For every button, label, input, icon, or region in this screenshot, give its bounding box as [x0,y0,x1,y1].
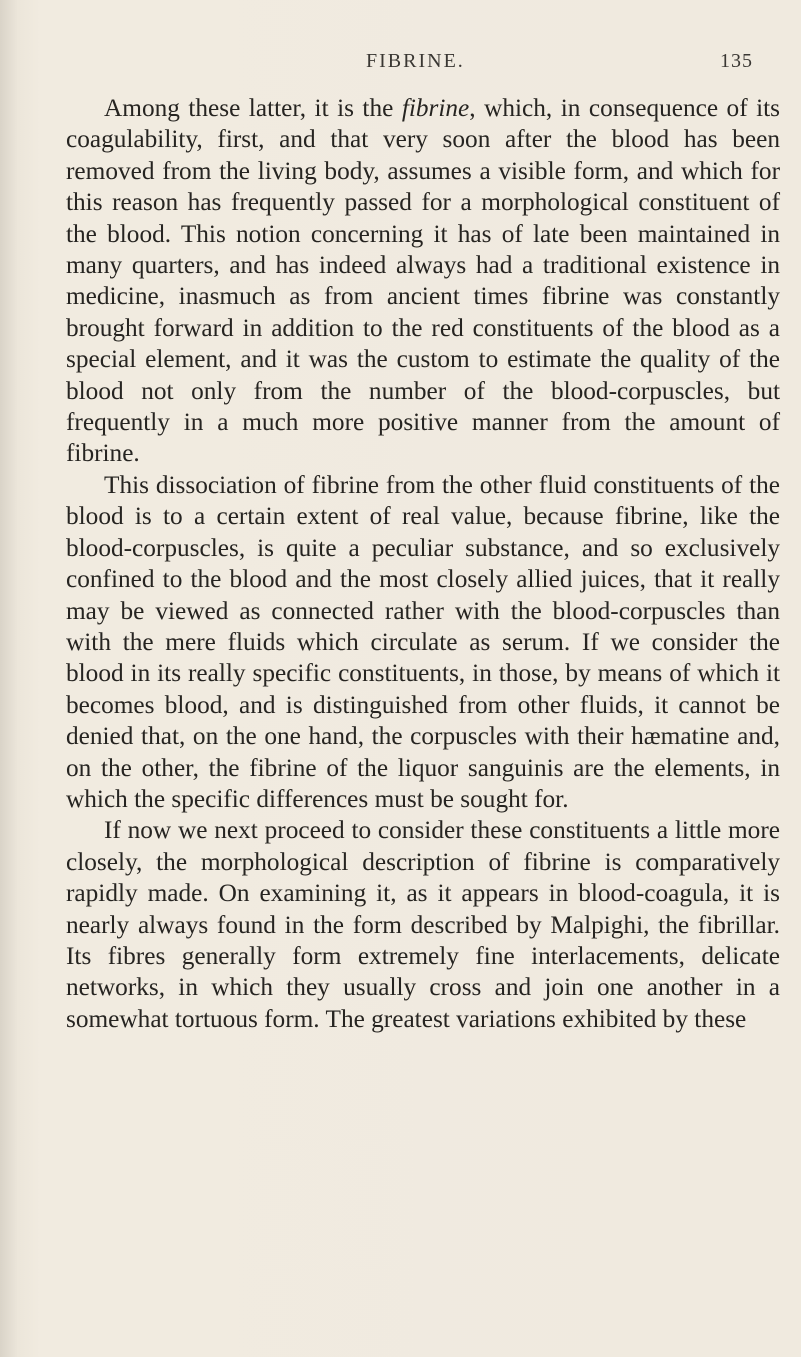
paragraph-1-start: Among these latter, it is the [104,94,402,122]
paragraph-1 [66,93,780,470]
paragraph-1-rest: , which, in consequence of its coagulability, first, and that very soon after the blood has been removed from the living body, assumes a visible form, and which for this reason has frequently passed for a morphological constituent of the blood. This notion concerning it has of late been maintained in many quarters, and has indeed always had a traditional existence in medicine, inasmuch as from ancient times fibrine was constantly brought forward in addition to the red constituents of the blood as a special element, and it was the custom to estimate the quality of the blood not only from the number of the blood-corpuscles, but frequently in a much more positive manner from the amount of fibrine. [66,94,780,468]
page-number: 135 [720,50,753,72]
paragraph-2: This dissociation of fibrine from the other fluid constituents of the blood is to a certain extent of real value, because fibrine, like the blood-corpuscles, is quite a peculiar substance, and so exclusively confined to the blood and the most closely allied juices, that it really may be viewed as connected rather with the blood-corpuscles than with the mere fluids which circulate as serum. If we consider the blood in its really specific constituents, in those, by means of which it becomes blood, and is distinguished from other fluids, it cannot be denied that, on the one hand, the corpuscles with their hæmatine and, on the other, the fibrine of the liquor sanguinis are the elements, in which the specific differences must be sought for. [66,470,780,813]
emphasized-term: fibrine [401,94,470,122]
paragraph-3: If now we next proceed to consider these constituents a little more closely, the morphological description of fibrine is comparatively rapidly made. On examining it, as it appears in blood-coagula, it is nearly always found in the form described by Malpighi, the fibrillar. Its fibres generally form extremely fine interlacements, delicate networks, in which they usually cross and join one another in a somewhat tortuous form. The greatest variations exhibited by these [66,816,780,1033]
page-header [0,50,801,80]
body-text [66,93,780,1035]
running-head: FIBRINE. [366,50,465,72]
